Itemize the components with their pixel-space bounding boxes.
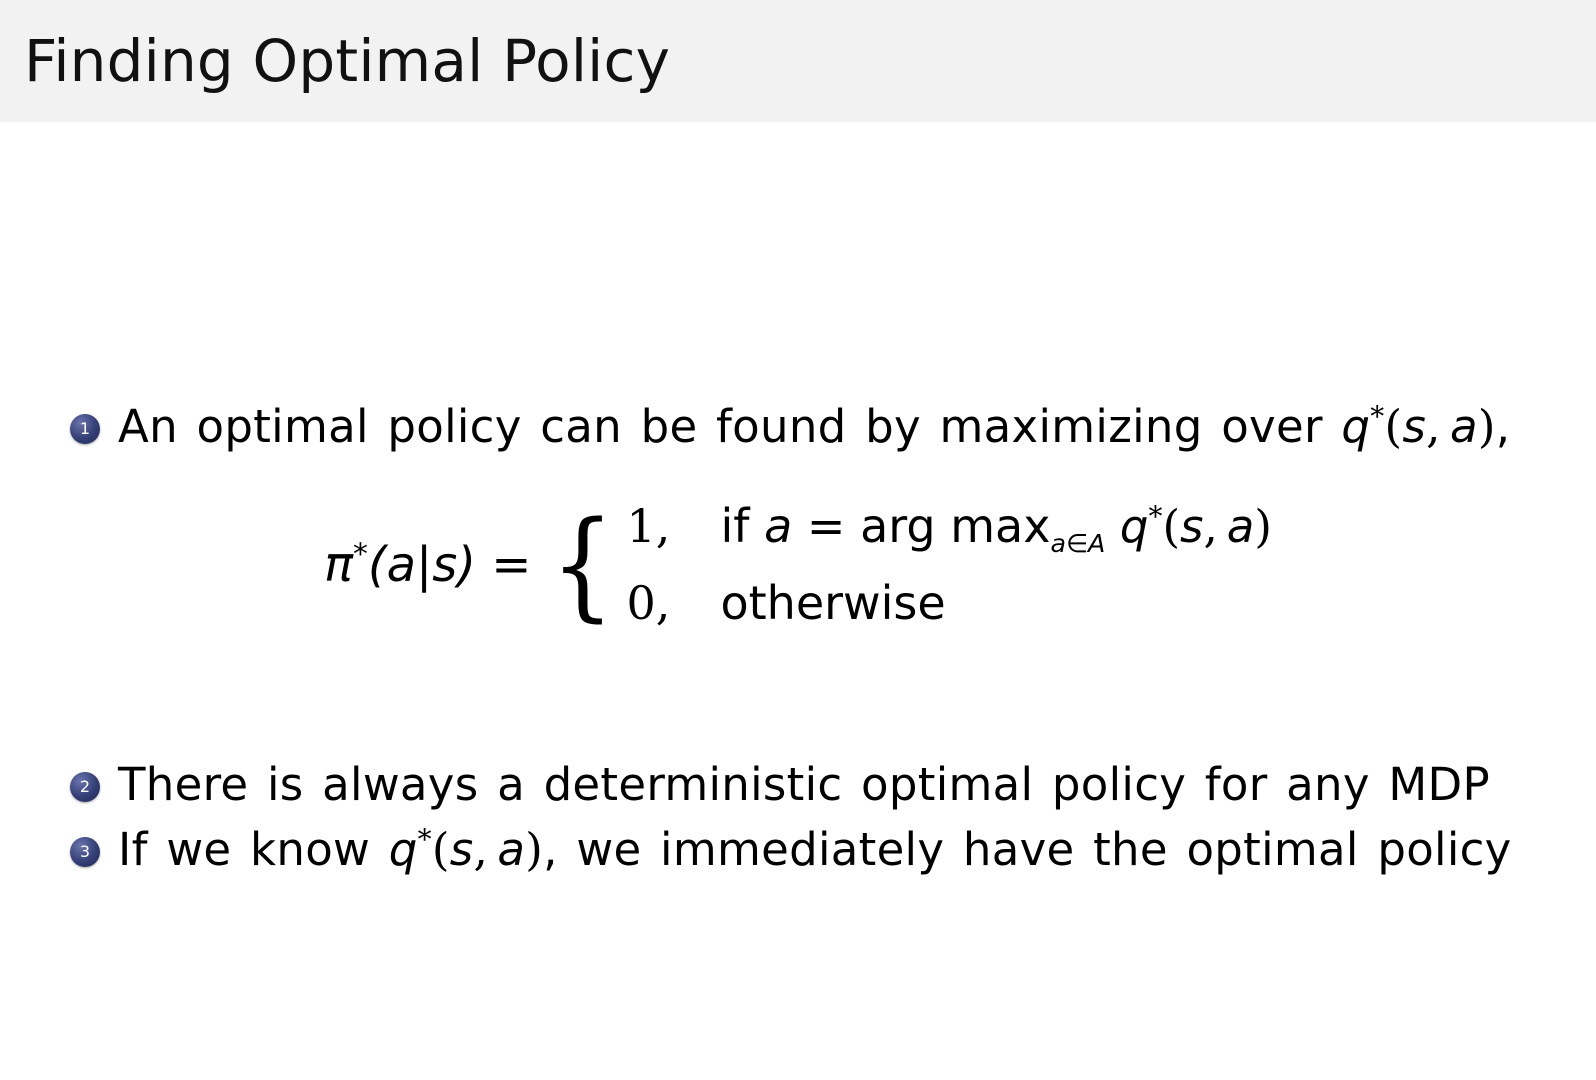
case-1-if: if: [720, 499, 765, 554]
case-1-expr: q*(s, a): [1119, 500, 1272, 554]
case-1-eq: =: [806, 499, 846, 554]
case-1-var: a: [764, 499, 793, 554]
equation-star: *: [353, 536, 368, 572]
case-2-value: 0,: [626, 576, 671, 631]
left-brace: {: [551, 495, 615, 634]
item-1-text-before: An optimal policy can be found by maximizing over: [118, 400, 1342, 453]
case-2-condition: otherwise: [720, 576, 946, 631]
bullet-number-1: 1: [70, 414, 100, 444]
equation-cases: [626, 499, 1271, 630]
bullet-number-2: 2: [70, 772, 100, 802]
case-1-sub: a∈A: [1050, 529, 1106, 559]
equation-lhs: [324, 537, 531, 593]
list-item: [70, 400, 1556, 453]
policy-equation: [40, 495, 1556, 634]
list-item: [70, 758, 1556, 811]
item-1-text-after: ,: [1495, 400, 1511, 453]
case-row-2: [626, 576, 1271, 630]
case-row-1: [626, 499, 1271, 558]
list-item-text-2: There is always a deterministic optimal policy for any MDP: [118, 758, 1490, 812]
bullet-number-3: 3: [70, 837, 100, 867]
equation-equals: =: [491, 536, 532, 593]
list-item-text-1: [118, 400, 1510, 453]
equation-args: (a|s): [367, 536, 476, 593]
item-3-inline-math: q*(s, a): [388, 823, 544, 877]
case-1-argmax: arg max: [860, 499, 1051, 554]
item-3-text-part2: , we immediately have the optimal policy: [543, 823, 1512, 877]
item-1-inline-math: q*(s, a): [1341, 400, 1496, 453]
item-3-text-part1: If we know: [118, 823, 389, 877]
list-item-text-3: [118, 823, 1512, 876]
case-1-condition: [720, 499, 1271, 558]
slide-content: [0, 400, 1596, 876]
equation-pi: π: [324, 536, 353, 593]
slide-title-bar: [0, 0, 1596, 122]
page-title: Finding Optimal Policy: [24, 27, 671, 95]
case-1-value: 1,: [626, 499, 671, 554]
equation-inner: [324, 495, 1272, 634]
list-item: [70, 823, 1556, 876]
